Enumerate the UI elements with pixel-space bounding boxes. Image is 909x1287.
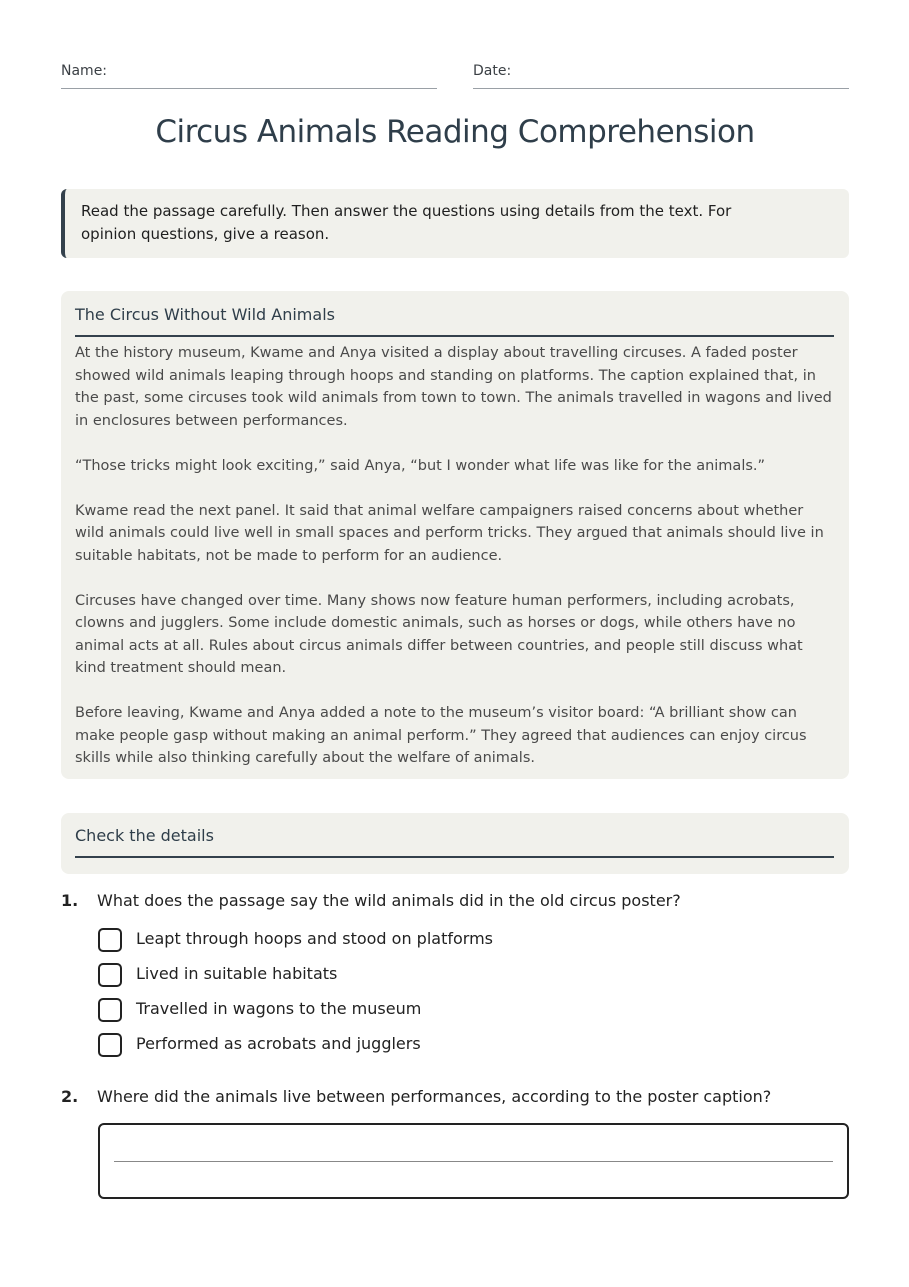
passage-paragraph: Before leaving, Kwame and Anya added a note to the museum’s visitor board: “A brilliant show can make people gasp without making an animal perform.” They agreed that audiences can enjoy circus skills while also thinking carefully about the welfare of animals. <box>75 705 807 766</box>
passage-paragraph: “Those tricks might look exciting,” said Anya, “but I wonder what life was like for the animals.” <box>75 457 766 474</box>
passage-paragraph: At the history museum, Kwame and Anya visited a display about travelling circuses. A faded poster showed wild animals leaping through hoops and standing on platforms. The caption explained that, in the past, some circuses took wild animals from town to town. The animals travelled in wagons and lived in enclosures between performances. <box>75 345 832 429</box>
checkbox[interactable] <box>98 1033 122 1057</box>
date-field[interactable] <box>473 60 849 89</box>
question-number: 2. <box>61 1087 79 1106</box>
name-label: Name: <box>61 63 108 79</box>
option-label: Lived in suitable habitats <box>136 964 338 983</box>
check-details-title: Check the details <box>75 826 834 858</box>
instructions-box: Read the passage carefully. Then answer the questions using details from the text. For opinion questions, give a reason. <box>61 189 849 258</box>
question-number: 1. <box>61 891 79 910</box>
question-text: Where did the animals live between performances, according to the poster caption? <box>97 1087 772 1106</box>
passage-title: The Circus Without Wild Animals <box>75 305 834 337</box>
name-field[interactable] <box>61 60 437 89</box>
header-fields <box>61 60 849 90</box>
page-title: Circus Animals Reading Comprehension <box>155 114 755 150</box>
option-label: Leapt through hoops and stood on platforms <box>136 929 493 948</box>
option-label: Performed as acrobats and jugglers <box>136 1034 421 1053</box>
checkbox[interactable] <box>98 963 122 987</box>
date-label: Date: <box>473 63 512 79</box>
checkbox[interactable] <box>98 998 122 1022</box>
passage-box <box>61 291 849 779</box>
option-label: Travelled in wagons to the museum <box>136 999 422 1018</box>
passage-body <box>75 342 834 770</box>
answer-box[interactable] <box>98 1123 849 1199</box>
question-text: What does the passage say the wild animals did in the old circus poster? <box>97 891 681 910</box>
check-details-header <box>61 813 849 874</box>
answer-line <box>114 1161 833 1162</box>
checkbox[interactable] <box>98 928 122 952</box>
passage-paragraph: Kwame read the next panel. It said that animal welfare campaigners raised concerns about whether wild animals could live well in small spaces and perform tricks. They argued that animals should live in suitable habitats, not be made to perform for an audience. <box>75 502 824 564</box>
passage-paragraph: Circuses have changed over time. Many shows now feature human performers, including acrobats, clowns and jugglers. Some include domestic animals, such as horses or dogs, while others have no animal acts at all. Rules about circus animals differ between countries, and people still discuss what kind treatment should mean. <box>75 592 803 676</box>
